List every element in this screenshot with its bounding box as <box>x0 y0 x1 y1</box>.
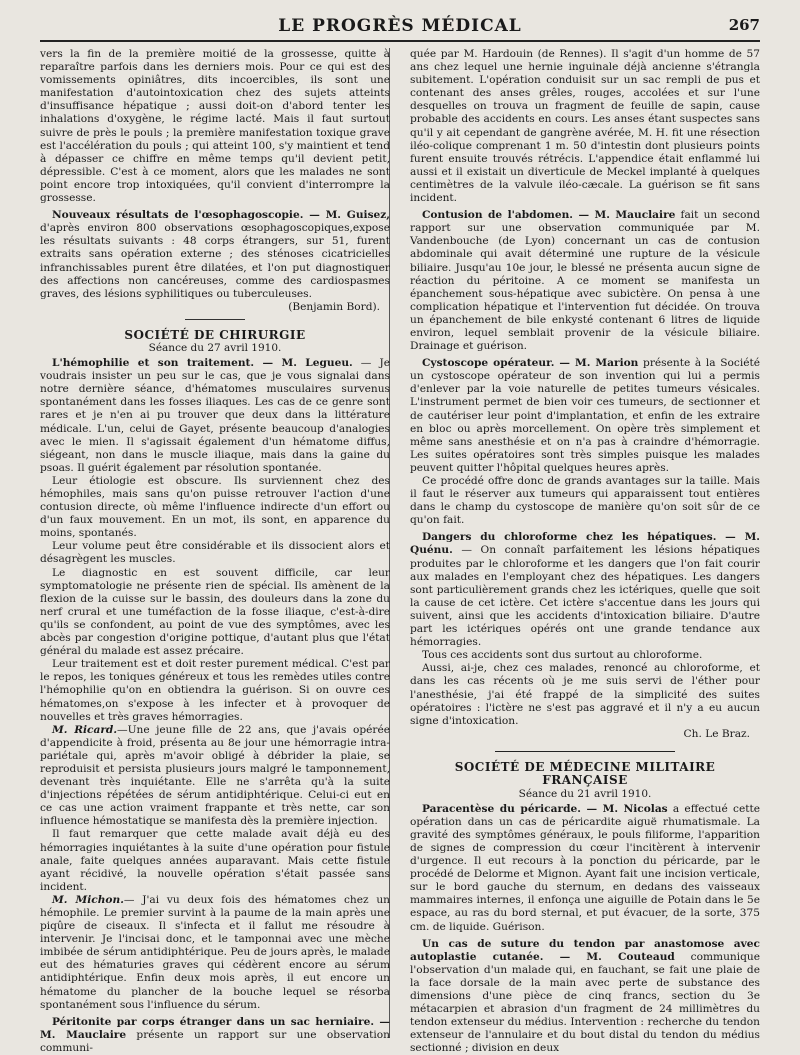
hemophilia-paragraph-4: Le diagnostic en est souvent difficile, car leur symptomatologie ne présente rien de spécial. Ils amènent de la flexion de la cuisse sur le bassin, des douleurs dans la zone du nerf crural et une tuméfaction de la fosse iliaque, c'est-à-dire qu'ils se confondent, au point de vue des symptômes, avec les abcès par congestion d'origine pottique, d'autant plus que l'état général du malade est assez précaire. <box>40 566 390 658</box>
section-heading-medecine-militaire <box>410 761 760 800</box>
ricard-name: M. Ricard. <box>52 723 118 736</box>
section-date: Séance du 27 avril 1910. <box>148 341 282 354</box>
left-column <box>40 48 390 1054</box>
journal-title: LE PROGRÈS MÉDICAL <box>278 16 522 36</box>
page-number: 267 <box>728 16 760 34</box>
contusion-text: fait un second rapport sur une observation communiquée par M. Vandenbouche (de Lyon) concernant un cas de contusion abdominale qui avait déterminé une rupture de la vésicule biliaire. Jusqu'au 10e jour, le blessé ne présenta aucun signe de réaction du péritoine. A ce moment se manifesta un épanchement sous-hépatique avec subictère. On pensa à une complication hépatique et l'intervention fut décidée. On trouva un épanchement de bile enkysté contenant 6 litres de liquide environ, lequel semblait provenir de la vésicule biliaire. Drainage et guérison. <box>410 209 760 353</box>
oesophagoscopy-signature: (Benjamin Bord). <box>288 300 380 313</box>
right-column <box>410 48 760 1055</box>
oesophagoscopy-title: Nouveaux résultats de l'œsophagoscopie. — M. Guisez, <box>52 209 390 222</box>
cystoscope-paragraph-2: Ce procédé offre donc de grands avantages sur la taille. Mais il faut le réserver aux tumeurs qui apparaissent tout entières dans le champ du cystoscope de manière qu'on soit sûr de ce qu'on fait. <box>410 475 760 527</box>
pericarditis-text: a effectué cette opération dans un cas de péricardite aiguë rhumatismale. La gravité des symptômes généraux, le pouls filiforme, l'apparition de signes de compression du cœur l'incitèrent à intervenir d'urgence. Il eut recours à la ponction du péricarde, par le procédé de Delorme et Mignon. Ayant fait une incision verticale, sur le bord gauche du sternum, en dedans des vaisseaux mammaires internes, il enfonça une aiguille de Potain dans le 5e espace, au ras du bord sternal, et put évacuer, de la sorte, 375 cm. de liquide. Guérison. <box>410 802 760 933</box>
chloroform-paragraph <box>410 531 760 649</box>
section-heading-chirurgie <box>40 329 390 355</box>
running-header <box>40 14 760 42</box>
hemophilia-title: L'hémophilie et son traitement. — M. Legueu. <box>52 357 353 370</box>
peritonitis-text: présente un rapport sur une observation communi- <box>40 1028 390 1054</box>
peritonitis-title: Péritonite par corps étranger dans un sac herniaire. — M. Mauclaire <box>40 1015 390 1041</box>
michon-text: — J'ai vu deux fois des hématomes chez un hémophile. Le premier survint à la paume de la main après une piqûre de ciseaux. Il s'infecta et il fallut me résoudre à intervenir. Je l'incisai donc, et le tamponnai avec une mèche imbibée de sérum antidiphtérique. Peu de jours après, le malade eut des hématuries graves qui cédèrent encore au sérum antidiphtérique. Enfin deux mois après, il eut encore un hématome du plancher de la bouche lequel se résorba spontanément sous l'influence du sérum. <box>40 893 390 1011</box>
peritonitis-paragraph <box>40 1016 390 1055</box>
tendon-paragraph <box>410 938 760 1055</box>
michon-name: M. Michon. <box>52 893 124 906</box>
pericarditis-paragraph <box>410 803 760 934</box>
hemophilia-text: — Je voudrais insister un peu sur le cas, que je vous signalai dans notre dernière séance, d'hématomes musculaires survenus spontanément dans les fosses iliaques. Les cas de ce genre sont rares et je n'en ai pu trouver que deux dans la littérature médicale. L'un, celui de Gayet, présente beaucoup d'analogies avec le mien. Il s'agissait également d'un hématome diffus, siégeant, non dans le muscle iliaque, mais dans la gaine du psoas. Il guérit également par résolution spontanée. <box>40 357 390 474</box>
ricard-paragraph <box>40 724 390 829</box>
contusion-paragraph <box>410 209 760 353</box>
hemophilia-paragraph-3: Leur volume peut être considérable et ils dissocient alors et désagrègent les muscles. <box>40 540 390 566</box>
tendon-title: Un cas de suture du tendon par anastomose avec autoplastie cutanée. — M. Couteaud <box>410 937 760 963</box>
ricard-paragraph-2: Il faut remarquer que cette malade avait déjà eu des hémorragies inquiétantes à la suite d'une opération pour fistule anale, faite quelques années auparavant. Mais cette fistule ayant récidivé, la nouvelle opération s'était passée sans incident. <box>40 828 390 893</box>
tendon-text: communique l'observation d'un malade qui, en fauchant, se fait une plaie de la face dorsale de la main avec perte de substance des dimensions d'une pièce de cinq francs, section du 3e métacarpien et abrasion d'un fragment de 24 millimètres du tendon extenseur du médius. Intervention : recherche du tendon extenseur de l'annulaire et du bout distal du tendon du médius sectionné ; division en deux <box>410 950 760 1055</box>
cystoscope-text: présente à la Société un cystoscope opérateur de son invention qui lui a permis d'enlever par la voie naturelle de petites tumeurs vésicales. L'instrument permet de bien voir ces tumeurs, de sectionner et de cautériser leur point d'implantation, et enfin de les extraire en bloc ou après morcellement. On opère très simplement et même sans anesthésie et on n'a pas à craindre d'hémorragie. Les suites opératoires sont très simples puisque les malades peuvent quitter l'hôpital quelques heures après. <box>410 357 760 474</box>
chloroform-paragraph-3: Aussi, ai-je, chez ces malades, renoncé au chloroforme, et dans les cas récents où je me suis servi de l'éther pour l'anesthésie, j'ai été frappé de la simplicité des suites opératoires : l'ictère ne s'est pas aggravé et il n'y a eu aucun signe d'intoxication. <box>410 662 760 727</box>
section-date-2: Séance du 21 avril 1910. <box>518 787 652 800</box>
hemophilia-paragraph <box>40 357 390 475</box>
continuation-paragraph: quée par M. Hardouin (de Rennes). Il s'agit d'un homme de 57 ans chez lequel une hernie inguinale déjà ancienne s'étrangla subitement. L'opération conduisit sur un sac rempli de pus et contenant des anses grêles, rouges, accolées et sur l'une desquelles on trouva un fragment de feuille de sapin, cause probable des accidents en cours. Les anses étant suspectes sans qu'il y ait cependant de gangrène avérée, M. H. fit une résection iléo-colique comprenant 1 m. 50 d'intestin dont plusieurs points furent ensuite trouvés rétrécis. L'appendice était enflammé lui aussi et il existait un diverticule de Meckel implanté à quelques centimètres de la valvule iléo-cæcale. La guérison se fit sans incident. <box>410 48 760 205</box>
chloroform-paragraph-2: Tous ces accidents sont dus surtout au chloroforme. <box>422 649 703 662</box>
intro-paragraph: vers la fin de la première moitié de la grossesse, quitte à reparaître parfois dans les derniers mois. Pour ce qui est des vomissements opiniâtres, dits incoercibles, ils sont une manifestation d'autointoxication chez des sujets atteints d'insuffisance hépatique ; aussi doit-on d'abord tenter les inhalations d'oxygène, le régime lacté. Mais il faut surtout suivre de près le pouls ; la première manifestation toxique grave est l'accélération du pouls ; qui atteint 100, s'y maintient et tend à dépasser ce chiffre en même temps qu'il devient petit, dépressible. C'est à ce moment, alors que les malades ne sont point encore trop intoxiquées, qu'il convient d'interrompre la grossesse. <box>40 48 390 205</box>
cystoscope-paragraph <box>410 357 760 475</box>
cystoscope-title: Cystoscope opérateur. — M. Marion <box>422 357 639 370</box>
chloroform-signature: Ch. Le Braz. <box>683 727 750 740</box>
hemophilia-paragraph-5: Leur traitement est et doit rester purement médical. C'est par le repos, les toniques généreux et tous les remèdes utiles contre l'hémophilie qu'on en obtiendra la guérison. Si on ouvre ces hématomes,on s'expose à les infecter et à provoquer de nouvelles et très graves hémorragies. <box>40 658 390 723</box>
pericarditis-title: Paracentèse du péricarde. — M. Nicolas <box>422 802 668 815</box>
section-rule <box>185 319 245 320</box>
section-rule-2 <box>495 751 675 753</box>
hemophilia-paragraph-2: Leur étiologie est obscure. Ils surviennent chez des hémophiles, mais sans qu'on puisse retrouver l'action d'une contusion directe, où même l'influence indirecte d'un effort ou d'un faux mouvement. En un mot, ils sont, en apparence du moins, spontanés. <box>40 474 390 540</box>
section-name: SOCIÉTÉ DE CHIRURGIE <box>124 327 306 342</box>
contusion-title: Contusion de l'abdomen. — M. Mauclaire <box>422 209 676 222</box>
section-name-2: SOCIÉTÉ DE MÉDECINE MILITAIRE FRANÇAISE <box>454 760 716 788</box>
chloroform-title: Dangers du chloroforme chez les hépatiques. — M. Quénu. <box>410 531 760 557</box>
chloroform-text: — On connaît parfaitement les lésions hépatiques produites par le chloroforme et les dangers que l'on fait courir aux malades en l'employant chez des hépatiques. Les dangers sont particulièrement grands chez les ictériques, quelle que soit la cause de cet ictère. Cet ictère s'accentue dans les jours qui suivent, ainsi que les accidents d'intoxication biliaire. D'autre part les ictériques opérés ont une grande tendance aux hémorragies. <box>410 544 760 649</box>
michon-paragraph <box>40 894 390 1012</box>
oesophagoscopy-paragraph <box>40 209 390 301</box>
ricard-text: —Une jeune fille de 22 ans, que j'avais opérée d'appendicite à froid, présenta au 8e jour une hémorragie intra-pariétale qui, après m'avoir obligé à débrider la plaie, se reproduisit et persista plusieurs jours malgré le tamponnement, devenant très inquiétante. Elle ne s'arrêta qu'à la suite d'injections répétées de sérum antidiphtérique. Celui-ci eut en ce cas une action vraiment frappante et très nette, car son influence hémostatique se manifesta dès la première injection. <box>40 723 390 828</box>
oesophagoscopy-text: d'après environ 800 observations œsophagoscopiques,expose les résultats suivants : 48 corps étrangers, sur 51, furent extraits sans opération externe ; des sténoses cicatricielles infranchissables purent être dilatées, et l'on put diagnostiquer des affections non cancéreuses, comme des cardiospasmes graves, des lésions syphilitiques ou tuberculeuses. <box>40 222 390 300</box>
